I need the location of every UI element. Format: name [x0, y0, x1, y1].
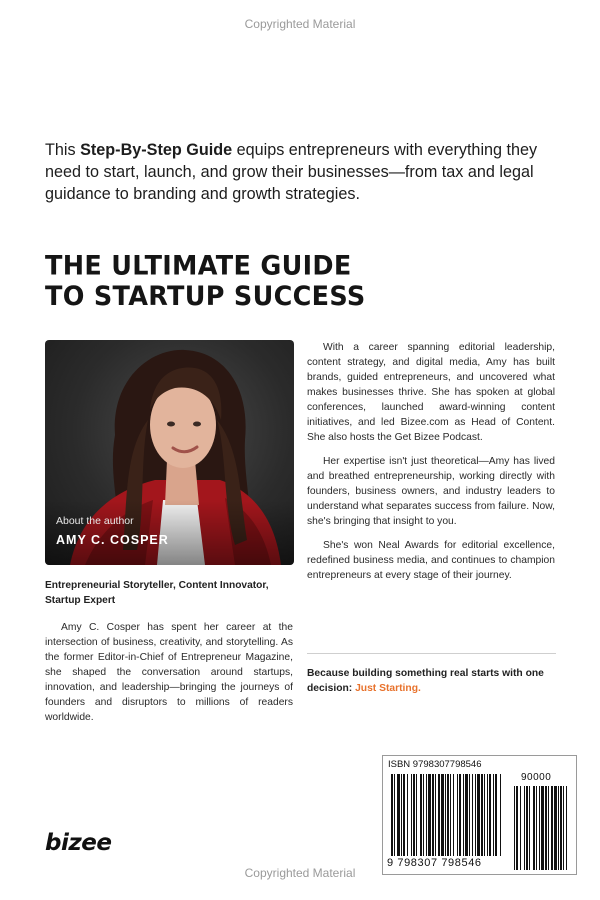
bio-paragraph-left: Amy C. Cosper has spent her career at the intersection of business, creativity, and storytelling. As the former Editor-in-Chief of Entrepreneur Magazine, she shaped the conversation around startups, innovation, and leadership—bringing the journeys of founders and disruptors to millions of readers worldwide.: [45, 622, 293, 723]
intro-bold-phrase: Step-By-Step Guide: [80, 141, 233, 159]
bio-column-right: [307, 340, 555, 592]
section-divider: [307, 653, 556, 654]
about-the-author-label: About the author: [56, 515, 134, 527]
bio-paragraph-right-1: With a career spanning editorial leadership, content strategy, and digital media, Amy has built brands, guided entrepreneurs, and uncovered what makes businesses thrive. She has spoken at global conferences, launched award-winning content initiatives, and led Bizee.com as Head of Content. She also hosts the Get Bizee Podcast.: [307, 342, 555, 443]
closing-statement: Because building something real starts with one decision: Just Starting.: [307, 668, 544, 694]
author-portrait-illustration: [45, 340, 294, 565]
copyright-watermark-bottom: Copyrighted Material: [244, 866, 356, 880]
barcode-digits: 9 798307 798546: [387, 857, 482, 869]
headline: [45, 252, 565, 313]
barcode-addon-digits: 90000: [521, 772, 552, 783]
isbn-barcode: [382, 755, 577, 875]
intro-paragraph: This Step-By-Step Guide equips entrepreneurs with everything they need to start, launch, and grow their businesses—from tax and legal guidance to branding and growth strategies.: [45, 141, 538, 203]
headline-line-1: THE ULTIMATE GUIDE: [45, 250, 352, 282]
closing-accent: Just Starting.: [355, 683, 421, 694]
bio-paragraph-right-3: She's won Neal Awards for editorial excellence, redefined business media, and continues to champion entrepreneurs at every stage of their journey.: [307, 540, 555, 581]
headline-line-2: TO STARTUP SUCCESS: [45, 280, 366, 313]
isbn-label: ISBN 9798307798546: [388, 759, 482, 770]
bizee-logo: bizee: [45, 830, 112, 856]
author-name: AMY C. COSPER: [56, 533, 169, 547]
copyright-watermark-top: Copyrighted Material: [244, 17, 356, 31]
bio-paragraph-right-2: Her expertise isn't just theoretical—Amy has lived and breathed entrepreneurship, working directly with founders, business owners, and industry leaders to understand what separates success from failure. Now, she's bringing that insight to you.: [307, 456, 555, 527]
author-tagline: Entrepreneurial Storyteller, Content Innovator, Startup Expert: [45, 580, 269, 606]
author-photo: [45, 340, 294, 565]
